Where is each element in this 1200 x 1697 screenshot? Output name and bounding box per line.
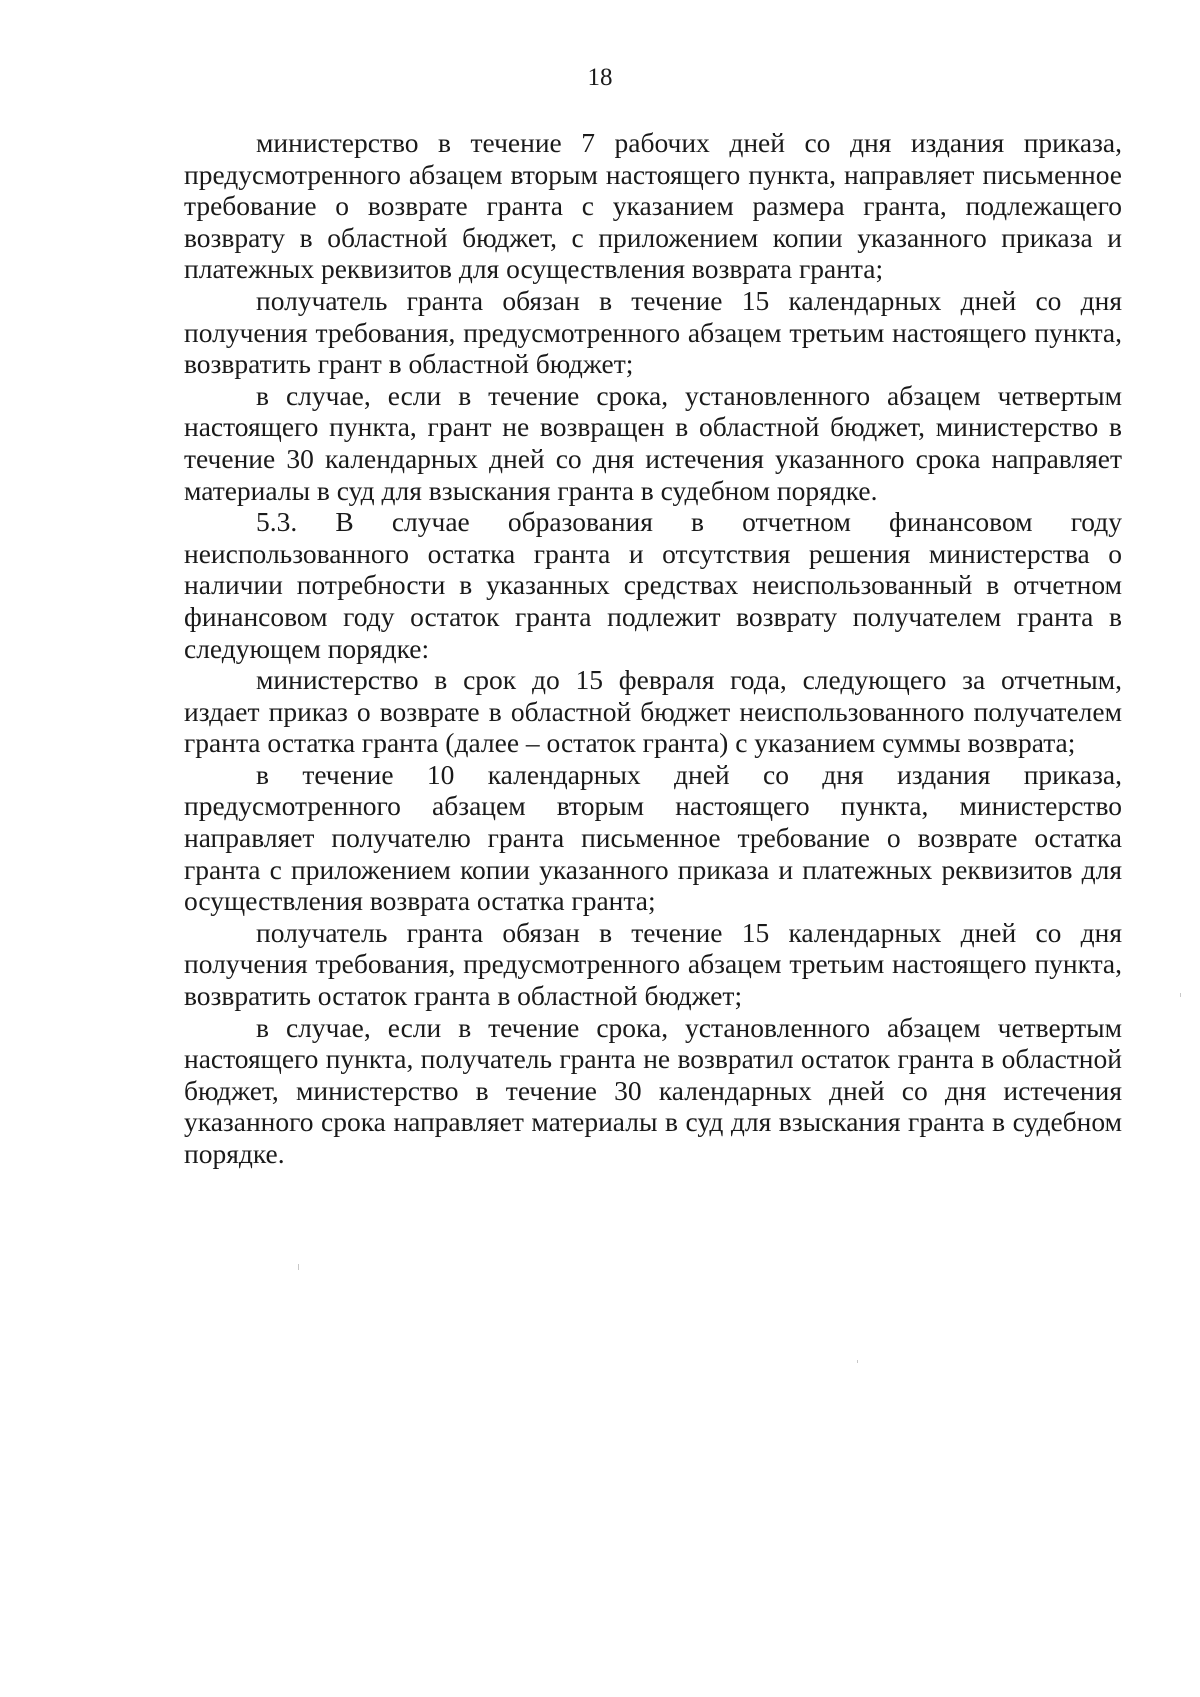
scan-speck bbox=[1180, 993, 1181, 997]
paragraph: 5.3. В случае образования в отчетном финансовом году неиспользованного остатка гранта и отсутствия решения министерства о наличии потребности в указанных средствах неиспользованный в отчетном финансовом году остаток гранта подлежит возврату получателем гранта в следующем порядке: bbox=[184, 506, 1122, 664]
paragraph: министерство в течение 7 рабочих дней со дня издания приказа, предусмотренного абзацем вторым настоящего пункта, направляет письменное требование о возврате гранта с указанием размера гранта, подлежащего возврату в областной бюджет, с приложением копии указанного приказа и платежных реквизитов для осуществления возврата гранта; bbox=[184, 127, 1122, 285]
paragraph: в течение 10 календарных дней со дня издания приказа, предусмотренного абзацем вторым настоящего пункта, министерство направляет получателю гранта письменное требование о возврате остатка гранта с приложением копии указанного приказа и платежных реквизитов для осуществления возврата остатка гранта; bbox=[184, 758, 1122, 917]
scan-speck bbox=[298, 1264, 299, 1270]
page-number: 18 bbox=[587, 64, 613, 91]
paragraph: в случае, если в течение срока, установленного абзацем четвертым настоящего пункта, грант не возвращен в областной бюджет, министерство в течение 30 календарных дней со дня истечения указанного срока направляет материалы в суд для взыскания гранта в судебном порядке. bbox=[184, 379, 1122, 506]
paragraph: получатель гранта обязан в течение 15 календарных дней со дня получения требования, предусмотренного абзацем третьим настоящего пункта, возвратить остаток гранта в областной бюджет; bbox=[184, 916, 1122, 1012]
paragraph: получатель гранта обязан в течение 15 календарных дней со дня получения требования, предусмотренного абзацем третьим настоящего пункта, возвратить грант в областной бюджет; bbox=[184, 284, 1122, 380]
scan-speck bbox=[857, 1360, 858, 1363]
paragraph: министерство в срок до 15 февраля года, следующего за отчетным, издает приказ о возврате в областной бюджет неиспользованного получателем гранта остатка гранта (далее – остаток гранта) с указанием суммы возврата; bbox=[184, 664, 1122, 759]
document-body bbox=[184, 127, 1122, 1170]
paragraph: в случае, если в течение срока, установленного абзацем четвертым настоящего пункта, получатель гранта не возвратил остаток гранта в областной бюджет, министерство в течение 30 календарных дней со дня истечения указанного срока направляет материалы в суд для взыскания гранта в судебном порядке. bbox=[184, 1011, 1122, 1169]
